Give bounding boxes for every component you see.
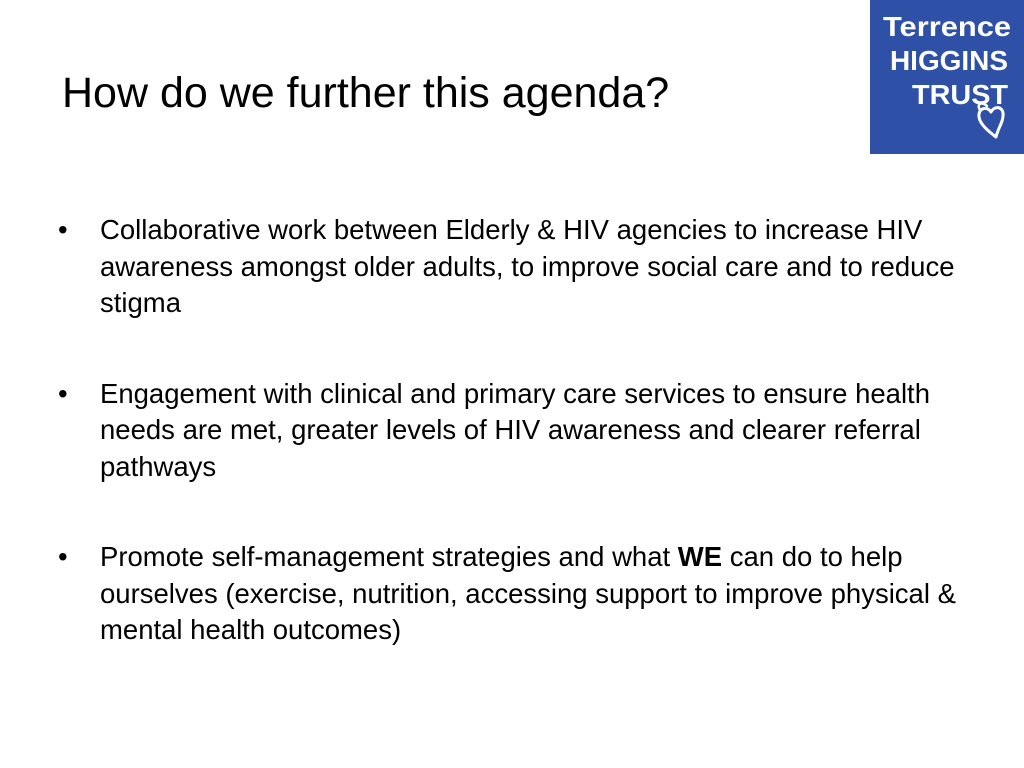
terrence-higgins-trust-logo: [870, 0, 1024, 154]
bullet-item: [58, 212, 958, 322]
logo-graphic: [870, 0, 1024, 154]
bullet-text: Collaborative work between Elderly & HIV agencies to increase HIV awareness amongst older adults, to improve social care and to reduce stigma: [100, 214, 955, 318]
bullet-item: [58, 376, 958, 486]
logo-line-3: TRUST: [912, 79, 1008, 110]
bullet-marker: •: [58, 377, 68, 409]
bullet-marker: •: [58, 214, 68, 245]
slide-title: How do we further this agenda?: [62, 69, 670, 117]
bullet-item: [58, 539, 958, 649]
bullet-text-before: Promote self-management strategies and what: [100, 541, 678, 572]
logo-line-2: HIGGINS: [890, 45, 1008, 76]
logo-line-1: Terrence: [883, 11, 1011, 42]
bullet-text: Engagement with clinical and primary care services to ensure health needs are met, greater levels of HIV awareness and clearer referral pathways: [100, 377, 930, 482]
bullet-text-after: can do to help ourselves (exercise, nutrition, accessing support to improve physical & mental health outcomes): [100, 541, 956, 645]
bullet-marker: •: [58, 541, 68, 572]
bullet-list: [58, 212, 958, 703]
bullet-emphasis: WE: [677, 541, 723, 572]
